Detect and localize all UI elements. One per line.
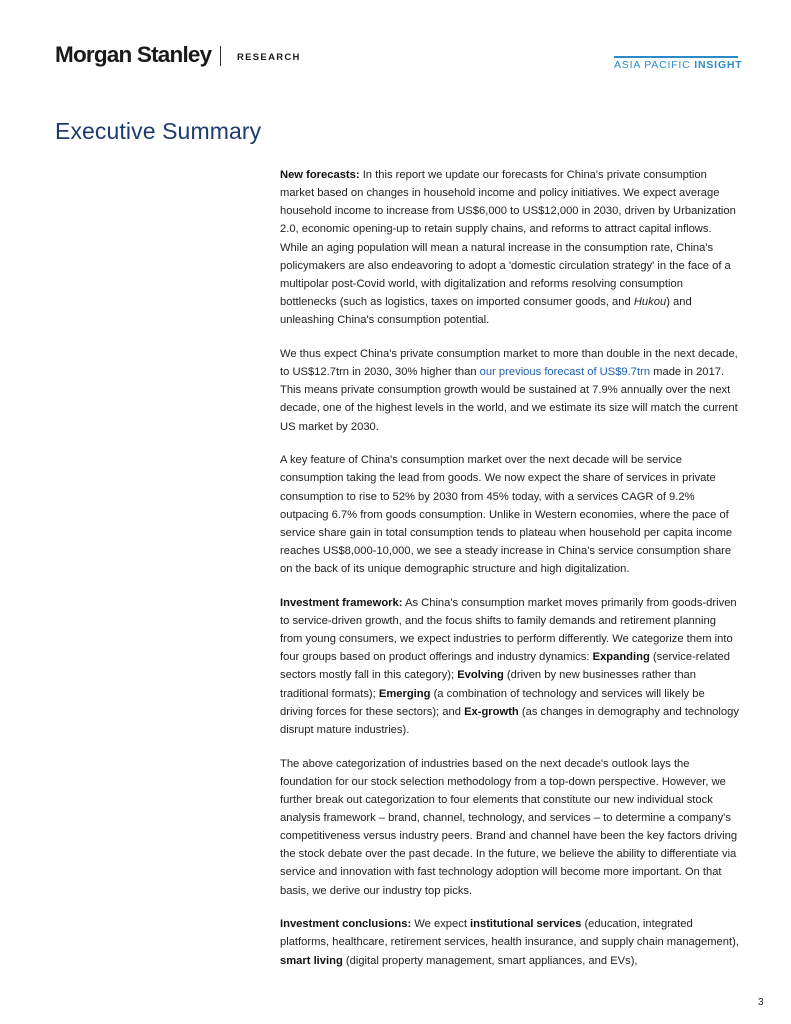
previous-forecast-link[interactable]: our previous forecast of US$9.7trn (479, 366, 651, 379)
term-institutional-services: institutional services (470, 918, 582, 931)
header-divider (220, 46, 221, 66)
term-expanding: Expanding (592, 651, 650, 664)
term-evolving: Evolving (457, 669, 504, 682)
insight-rule (614, 56, 738, 58)
paragraph-services: A key feature of China's consumption market over the next decade will be service consumption taking the lead from goods. We now expect the share of services in private consumption to rise to 52% by 2030 from 45% today, with a services CAGR of 9.2% outpacing 6.7% from goods consumption. Unlike in Western economies, where the pace of service share gain in total consumption tends to plateau when household per capita income reaches US$8,000-10,000, we see a steady increase in China's service consumption share on the back of its unique demographic structure and high digitalization. (280, 454, 733, 576)
hukou-term: Hukou (633, 296, 667, 309)
paragraph-stock-selection: The above categorization of industries based on the next decade's outlook lays the foundation for our stock selection methodology from a top-down perspective. However, we further break out categorization to four elements that constitute our new individual stock analysis framework – brand, channel, technology, and services – to determine a company's competitiveness versus industry peers. Brand and channel have been the key factors driving the stock debate over the past decade. In the future, we believe the ability to differentiate via service and innovation with fast technology adoption will become more important. On that basis, we derive our industry top picks. (280, 757, 738, 897)
brand-logo: Morgan Stanley (55, 42, 212, 67)
page-title: Executive Summary (55, 118, 262, 144)
page-number: 3 (758, 997, 764, 1008)
paragraph-market-size: We thus expect China's private consumption market to more than double in the next decade, to US$12.7trn in 2030, 30% higher than our previous forecast of US$9.7trn made in 2017. This means private consumption growth would be sustained at 7.9% annually over the next decade, one of the highest levels in the world, and we estimate its size will match the current US market by 2030. (280, 347, 738, 433)
summary-body (280, 166, 740, 985)
lead-new-forecasts: New forecasts: (280, 169, 360, 181)
paragraph-investment-framework: Investment framework: As China's consumption market moves primarily from goods-driven to service-driven growth, and the focus shifts to family demands and retirement planning from young consumers, we expect industries to perform differently. We categorize them into four groups based on product offerings and industry dynamics: Expanding (service-related sectors mostly fall in this category); Evolving (driven by new businesses rather than traditional formats); Emerging (a combination of technology and services will likely be driving forces for these sectors); and Ex-growth (as changes in demography and technology disrupt mature industries). (280, 596, 739, 736)
term-emerging: Emerging (378, 687, 431, 700)
page-header (0, 0, 791, 80)
paragraph-investment-conclusions: Investment conclusions: We expect institutional services (education, integrated platforms, healthcare, retirement services, health insurance, and supply chain management), smart living (digital property management, smart appliances, and EVs), (280, 918, 739, 967)
insight-label (614, 59, 742, 71)
lead-investment-framework: Investment framework: (280, 596, 403, 609)
insight-suffix: INSIGHT (694, 59, 743, 71)
section-label: RESEARCH (237, 52, 301, 63)
paragraph-new-forecasts: New forecasts: In this report we update our forecasts for China's private consumption market based on changes in household income and policy initiatives. We expect average household income to increase from US$6,000 to US$12,000 in 2030, driven by Urbanization 2.0, economic opening-up to retain supply chains, and reforms to attract capital inflows. While an aging population will mean a natural increase in the consumption rate, China's policymakers are also endeavoring to adopt a 'domestic circulation strategy' in the face of a multipolar post-Covid world, with digitalization and reforms resolving consumption bottlenecks (such as logistics, taxes on imported consumer goods, and Hukou) and unleashing China's consumption potential. (280, 169, 736, 327)
insight-prefix: ASIA PACIFIC (614, 59, 691, 71)
term-smart-living: smart living (280, 954, 343, 967)
lead-investment-conclusions: Investment conclusions: (280, 918, 412, 931)
term-ex-growth: Ex-growth (464, 705, 519, 718)
